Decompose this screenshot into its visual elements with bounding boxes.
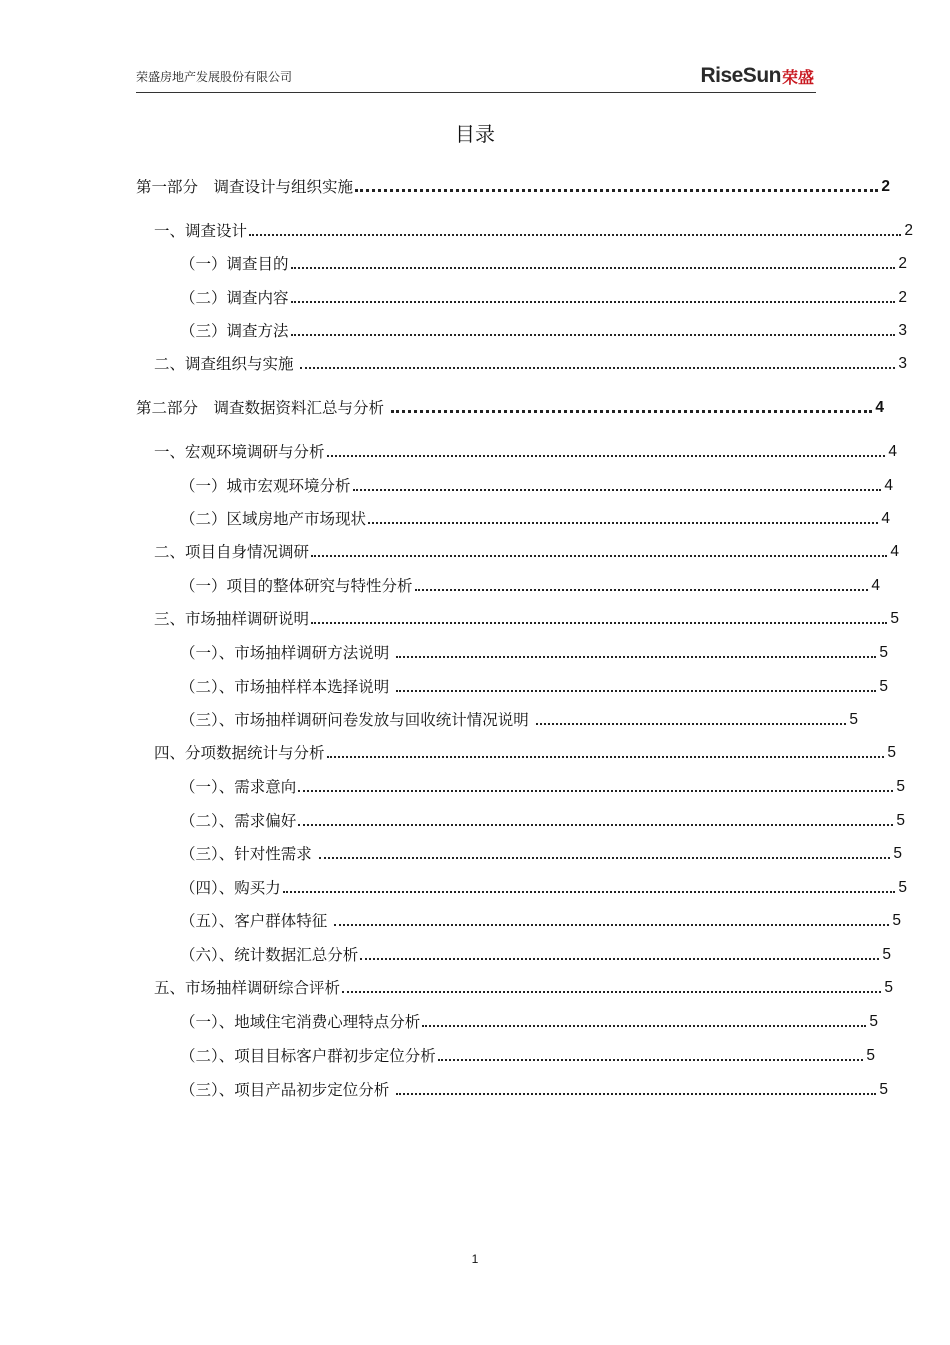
- toc-entry-text: （四）、购买力: [180, 879, 281, 897]
- toc-entry-text: （六）、统计数据汇总分析: [180, 946, 359, 964]
- toc-page-number: 5: [896, 778, 905, 795]
- toc-entry-text: 五、市场抽样调研综合评析: [154, 979, 341, 997]
- toc-entry-subsection[interactable]: [180, 574, 880, 596]
- toc-page-number: 2: [904, 222, 913, 239]
- toc-page-number: 4: [881, 510, 890, 527]
- toc-entry-text: 一、调查设计: [154, 222, 248, 240]
- toc-entry-subsection[interactable]: [180, 876, 907, 898]
- toc-entry-text: 第二部分 调查数据资料汇总与分析: [136, 399, 389, 417]
- toc-leader-dots: [327, 455, 886, 457]
- toc-page-number: 5: [893, 845, 902, 862]
- toc-page-number: 4: [888, 443, 897, 460]
- toc-leader-dots: [396, 690, 876, 692]
- toc-entry-subsection[interactable]: [180, 507, 890, 529]
- toc-entry-text: （三）、项目产品初步定位分析: [180, 1081, 395, 1099]
- toc-entry-text: （二）、项目目标客户群初步定位分析: [180, 1047, 436, 1065]
- toc-page-number: 4: [875, 399, 884, 416]
- risesun-logo: [700, 64, 814, 88]
- toc-leader-dots: [391, 410, 872, 413]
- toc-leader-dots: [283, 891, 896, 893]
- toc-page-number: 5: [887, 744, 896, 761]
- toc-entry-subsection[interactable]: [180, 909, 901, 931]
- toc-entry-subsection[interactable]: [180, 286, 907, 308]
- toc-entry-subsection[interactable]: [180, 252, 907, 274]
- toc-page-number: 4: [871, 577, 880, 594]
- toc-entry-text: （三）调查方法: [180, 322, 289, 340]
- toc-entry-text: 二、项目自身情况调研: [154, 543, 310, 561]
- toc-entry-section[interactable]: [154, 741, 896, 763]
- toc-leader-dots: [311, 622, 887, 624]
- logo-text-cn: 荣盛: [781, 67, 814, 87]
- toc-entry-subsection[interactable]: [180, 319, 907, 341]
- logo-text-en: RiseSun: [700, 64, 781, 87]
- toc-leader-dots: [291, 334, 896, 336]
- toc-leader-dots: [536, 723, 847, 725]
- toc-entry-section[interactable]: [154, 540, 899, 562]
- toc-page-number: 2: [898, 289, 907, 306]
- toc-page-number: 5: [879, 644, 888, 661]
- toc-leader-dots: [298, 824, 893, 826]
- toc-page-number: 3: [898, 355, 907, 372]
- toc-title: 目录: [455, 122, 495, 146]
- toc-entry-subsection[interactable]: [180, 1078, 888, 1100]
- toc-leader-dots: [291, 267, 896, 269]
- toc-entry-text: 一、宏观环境调研与分析: [154, 443, 325, 461]
- toc-leader-dots: [311, 555, 887, 557]
- toc-entry-text: 第一部分 调查设计与组织实施: [136, 178, 354, 196]
- toc-page-number: 3: [898, 322, 907, 339]
- toc-entry-subsection[interactable]: [180, 842, 902, 864]
- toc-entry-text: （二）区域房地产市场现状: [180, 510, 367, 528]
- toc-page-number: 2: [898, 255, 907, 272]
- toc-leader-dots: [438, 1059, 864, 1061]
- toc-entry-text: 二、调查组织与实施: [154, 355, 299, 373]
- toc-entry-text: （二）、市场抽样样本选择说明: [180, 678, 395, 696]
- toc-page-number: 5: [866, 1047, 875, 1064]
- toc-entry-text: （五）、客户群体特征: [180, 912, 333, 930]
- toc-page-number: 5: [890, 610, 899, 627]
- toc-entry-text: （一）调查目的: [180, 255, 289, 273]
- toc-leader-dots: [396, 656, 876, 658]
- toc-entry-part-2[interactable]: [136, 396, 884, 418]
- toc-entry-section[interactable]: [154, 607, 899, 629]
- toc-leader-dots: [249, 234, 901, 236]
- toc-entry-text: 四、分项数据统计与分析: [154, 744, 325, 762]
- toc-page-number: 5: [884, 979, 893, 996]
- toc-leader-dots: [342, 991, 881, 993]
- toc-leader-dots: [334, 924, 889, 926]
- toc-page-number: 4: [890, 543, 899, 560]
- toc-leader-dots: [298, 790, 893, 792]
- toc-leader-dots: [396, 1093, 876, 1095]
- toc-leader-dots: [422, 1025, 866, 1027]
- toc-leader-dots: [319, 857, 891, 859]
- toc-entry-subsection[interactable]: [180, 775, 905, 797]
- toc-leader-dots: [291, 301, 896, 303]
- toc-page-number: 5: [869, 1013, 878, 1030]
- toc-entry-text: 三、市场抽样调研说明: [154, 610, 310, 628]
- toc-entry-section[interactable]: [154, 440, 897, 462]
- toc-entry-text: （三）、针对性需求: [180, 845, 317, 863]
- toc-entry-text: （一）项目的整体研究与特性分析: [180, 577, 413, 595]
- toc-entry-subsection[interactable]: [180, 809, 905, 831]
- toc-page-number: 5: [879, 1081, 888, 1098]
- toc-entry-subsection[interactable]: [180, 1010, 878, 1032]
- toc-entry-text: （二）、需求偏好: [180, 812, 297, 830]
- toc-entry-text: （一）城市宏观环境分析: [180, 477, 351, 495]
- toc-entry-text: （一）、需求意向: [180, 778, 297, 796]
- page-number: 1: [471, 1252, 479, 1266]
- toc-page-number: 5: [879, 678, 888, 695]
- toc-entry-text: （二）调查内容: [180, 289, 289, 307]
- toc-leader-dots: [360, 958, 879, 960]
- toc-leader-dots: [327, 756, 885, 758]
- toc-leader-dots: [300, 367, 895, 369]
- toc-entry-section[interactable]: [154, 219, 913, 241]
- toc-page-number: 5: [882, 946, 891, 963]
- toc-entry-text: （三）、市场抽样调研问卷发放与回收统计情况说明: [180, 711, 534, 729]
- toc-leader-dots: [355, 189, 878, 192]
- toc-entry-subsection[interactable]: [180, 943, 891, 965]
- toc-page-number: 4: [884, 477, 893, 494]
- toc-entry-section[interactable]: [154, 352, 907, 374]
- toc-leader-dots: [415, 589, 869, 591]
- toc-entry-subsection[interactable]: [180, 474, 893, 496]
- toc-page-number: 2: [881, 178, 890, 195]
- toc-page-number: 5: [849, 711, 858, 728]
- toc-entry-text: （一）、地域住宅消费心理特点分析: [180, 1013, 421, 1031]
- toc-entry-subsection[interactable]: [180, 708, 858, 730]
- page-header: [136, 62, 816, 93]
- toc-entry-text: （一）、市场抽样调研方法说明: [180, 644, 395, 662]
- toc-page-number: 5: [896, 812, 905, 829]
- toc-page-number: 5: [898, 879, 907, 896]
- toc-entry-subsection[interactable]: [180, 1044, 875, 1066]
- toc-entry-subsection[interactable]: [180, 675, 888, 697]
- toc-leader-dots: [353, 489, 882, 491]
- toc-entry-subsection[interactable]: [180, 641, 888, 663]
- toc-page-number: 5: [892, 912, 901, 929]
- toc-entry-part-1[interactable]: [136, 175, 890, 197]
- toc-leader-dots: [368, 522, 878, 524]
- company-name: 荣盛房地产发展股份有限公司: [136, 70, 293, 84]
- toc-entry-section[interactable]: [154, 976, 893, 998]
